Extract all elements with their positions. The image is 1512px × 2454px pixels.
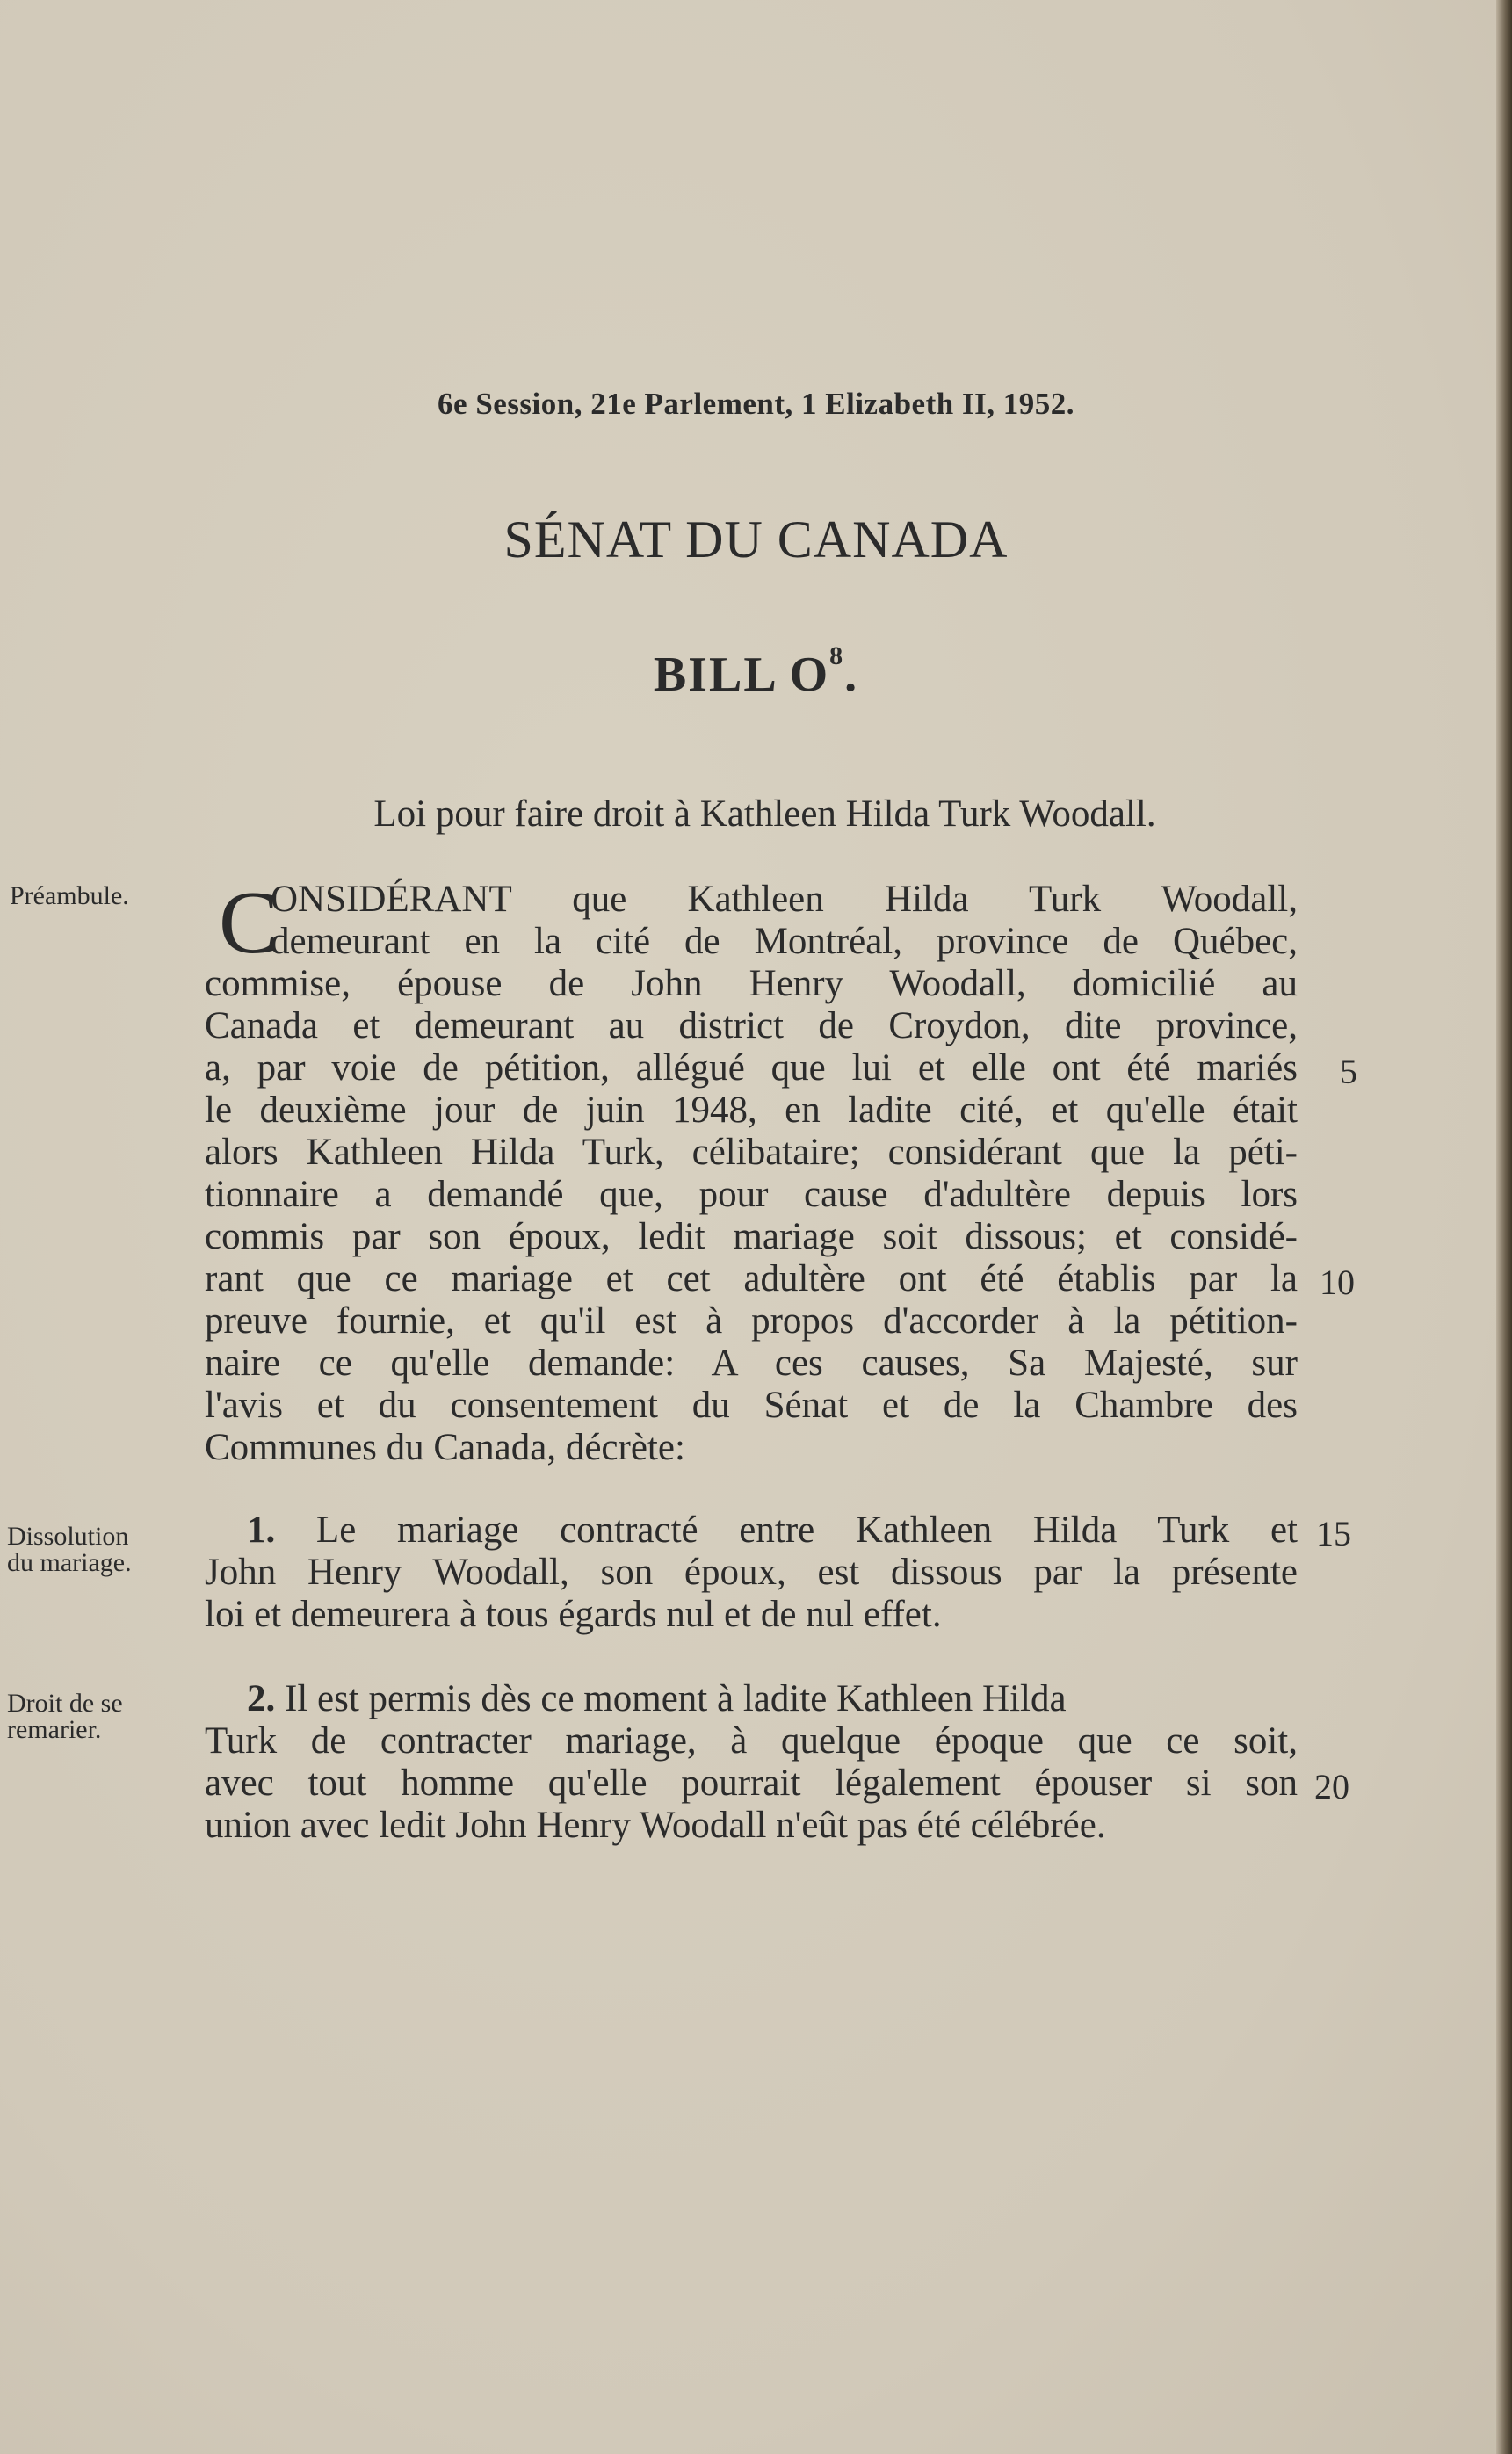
preamble-line: l'avis et du consentement du Sénat et de la Chambre des — [205, 1385, 1298, 1426]
section-1-line: John Henry Woodall, son époux, est dissous par la présente — [205, 1552, 1298, 1593]
preamble-line: le deuxième jour de juin 1948, en ladite cité, et qu'elle était — [205, 1089, 1298, 1131]
drop-cap: C — [219, 873, 279, 973]
preamble-line: a, par voie de pétition, allégué que lui et elle ont été mariés — [205, 1047, 1298, 1089]
preamble-line: commis par son époux, ledit mariage soit dissous; et considé- — [205, 1216, 1298, 1257]
preamble-line: alors Kathleen Hilda Turk, célibataire; considérant que la péti- — [205, 1132, 1298, 1173]
section-2-number: 2. — [247, 1678, 276, 1719]
section-2-line: Turk de contracter mariage, à quelque époque que ce soit, — [205, 1720, 1298, 1762]
line-number: 5 — [1340, 1052, 1357, 1091]
preamble-line: tionnaire a demandé que, pour cause d'adultère depuis lors — [205, 1174, 1298, 1215]
preamble-line: Communes du Canada, décrète: — [205, 1427, 685, 1468]
preamble-line: ONSIDÉRANT que Kathleen Hilda Turk Woodall, — [271, 879, 1298, 920]
bill-title — [0, 641, 1512, 703]
line-number: 15 — [1316, 1514, 1351, 1553]
section-1-first-text: Le mariage contracté entre Kathleen Hilda Turk et — [315, 1509, 1298, 1551]
bill-superscript: 8 — [829, 641, 845, 670]
margin-note-remarry-2: remarier. — [7, 1715, 102, 1744]
margin-note-remarry-1: Droit de se — [7, 1689, 123, 1718]
section-2-line: union avec ledit John Henry Woodall n'eût pas été célébrée. — [205, 1805, 1106, 1846]
section-1-line: loi et demeurera à tous égards nul et de nul effet. — [205, 1594, 942, 1635]
senate-title: SÉNAT DU CANADA — [503, 510, 1009, 568]
section-2-line — [247, 1678, 1298, 1719]
long-title: Loi pour faire droit à Kathleen Hilda Turk Woodall. — [373, 793, 1156, 835]
margin-note-preamble: Préambule. — [10, 881, 129, 910]
section-1-number: 1. — [247, 1509, 276, 1551]
margin-note-dissolution-2: du mariage. — [7, 1548, 132, 1577]
line-number: 20 — [1314, 1767, 1349, 1806]
page-edge-shadow — [1496, 0, 1512, 2454]
preamble-line: rant que ce mariage et cet adultère ont été établis par la — [205, 1258, 1298, 1299]
preamble-line: preuve fournie, et qu'il est à propos d'accorder à la pétition- — [205, 1300, 1298, 1342]
preamble-line: naire ce qu'elle demande: A ces causes, Sa Majesté, sur — [205, 1343, 1298, 1384]
margin-note-dissolution-1: Dissolution — [7, 1522, 129, 1551]
section-1-line — [247, 1509, 1298, 1551]
section-2-first-text: Il est permis dès ce moment à ladite Kathleen Hilda — [285, 1678, 1067, 1719]
section-2-line: avec tout homme qu'elle pourrait légalement épouser si son — [205, 1763, 1298, 1804]
bill-label: BILL O — [653, 648, 830, 702]
preamble-line: demeurant en la cité de Montréal, province de Québec, — [271, 921, 1298, 962]
line-number: 10 — [1320, 1263, 1355, 1302]
preamble-line: commise, épouse de John Henry Woodall, domicilié au — [205, 963, 1298, 1004]
bill-suffix: . — [844, 648, 859, 702]
session-line: 6e Session, 21e Parlement, 1 Elizabeth II, 1952. — [438, 387, 1074, 421]
preamble-line: Canada et demeurant au district de Croydon, dite province, — [205, 1005, 1298, 1046]
